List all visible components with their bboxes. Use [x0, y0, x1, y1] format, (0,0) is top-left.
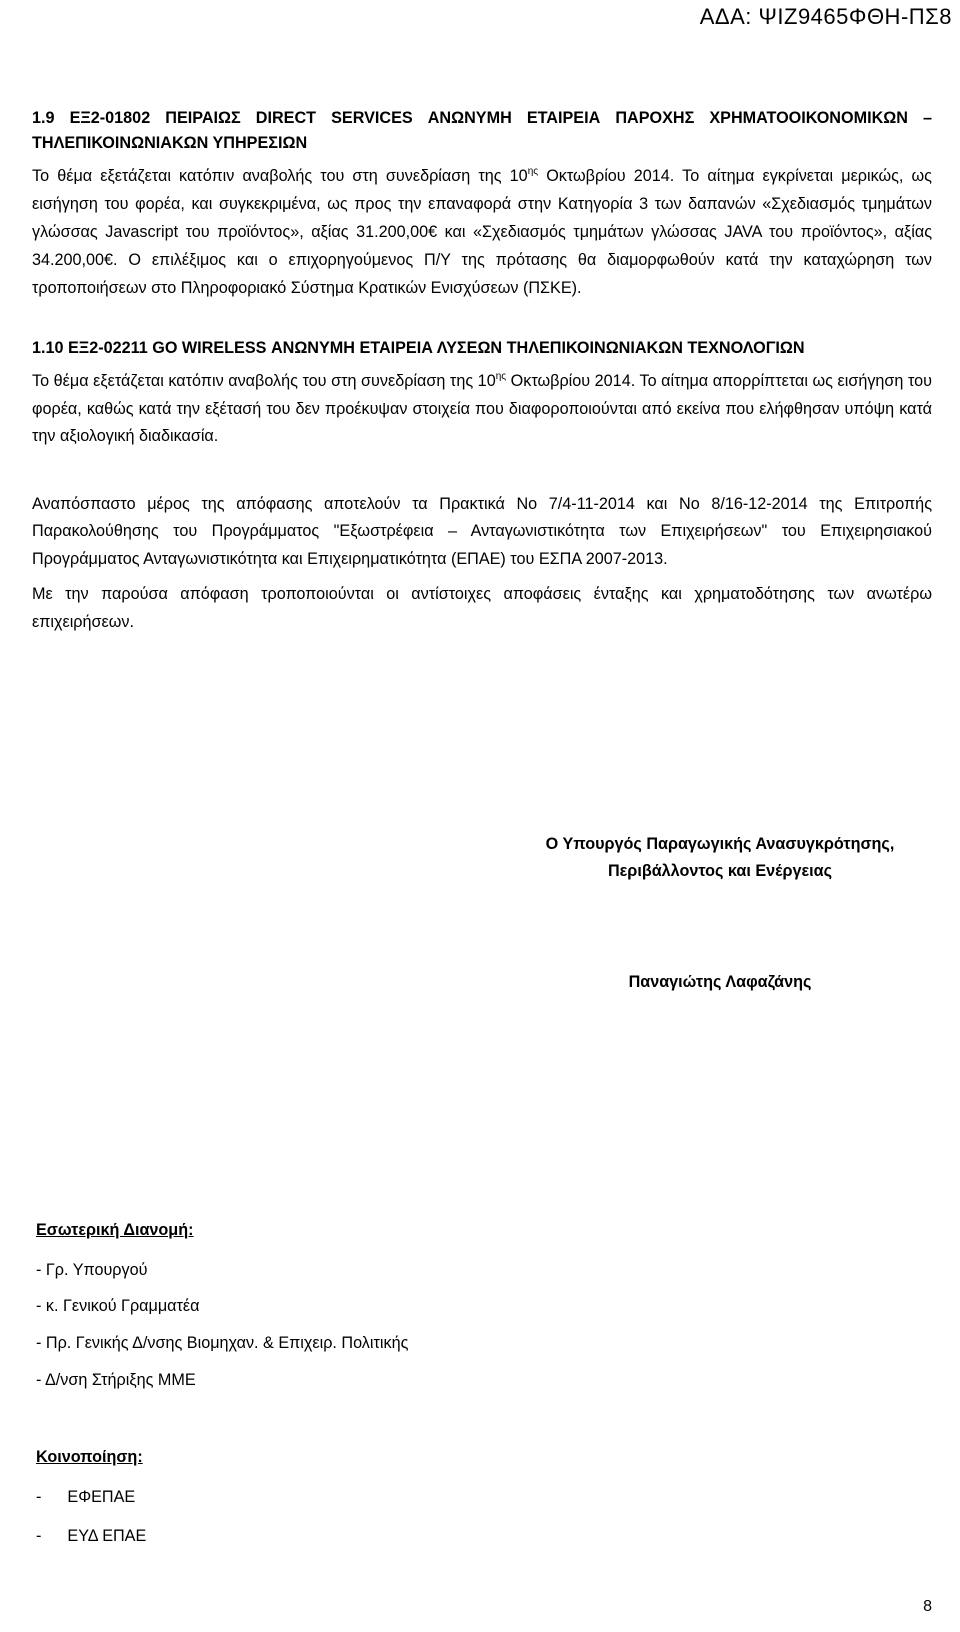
list-dash: - — [36, 1488, 42, 1506]
page-number: 8 — [923, 1598, 932, 1615]
notification-item — [36, 1526, 146, 1546]
notification-item — [36, 1487, 135, 1507]
distribution-item: - Δ/νση Στήριξης ΜΜΕ — [36, 1371, 196, 1389]
distribution-item: - Πρ. Γενικής Δ/νσης Βιομηχαν. & Επιχειρ. Πολιτικής — [36, 1334, 409, 1352]
superscript: ης — [527, 165, 539, 177]
signature-title-line-1: Ο Υπουργός Παραγωγικής Ανασυγκρότησης, — [545, 835, 895, 853]
notification-label: Κοινοποίηση: — [36, 1448, 143, 1466]
section-1-10-body-start: Το θέμα εξετάζεται κατόπιν αναβολής του στη συνεδρίαση της 10 — [32, 372, 496, 390]
distribution-item: - Γρ. Υπουργού — [36, 1261, 148, 1279]
section-1-9-body — [32, 162, 932, 302]
section-1-10-body — [32, 368, 932, 451]
distribution-item: - κ. Γενικού Γραμματέα — [36, 1297, 200, 1315]
ada-code: ΑΔΑ: ΨΙΖ9465ΦΘΗ-ΠΣ8 — [699, 4, 952, 29]
notification-item-text: ΕΥΔ ΕΠΑΕ — [67, 1527, 147, 1545]
document-body — [32, 106, 932, 636]
superscript: ης — [495, 370, 507, 382]
signature-name: Παναγιώτης Λαφαζάνης — [628, 973, 812, 991]
internal-distribution — [36, 1220, 736, 1389]
section-1-9-body-start: Το θέμα εξετάζεται κατόπιν αναβολής του στη συνεδρίαση της 10 — [32, 167, 528, 185]
signature-title-line-2: Περιβάλλοντος και Ενέργειας — [607, 862, 833, 880]
signature-title — [520, 831, 920, 885]
closing-paragraph-2: Με την παρούσα απόφαση τροποποιούνται οι αντίστοιχες αποφάσεις ένταξης και χρηματοδότησης των ανωτέρω επιχειρήσεων. — [32, 585, 932, 631]
notification — [36, 1447, 736, 1545]
closing-paragraph-1: Αναπόσπαστο μέρος της απόφασης αποτελούν τα Πρακτικά Νο 7/4-11-2014 και Νο 8/16-12-2014 της Επιτροπής Παρακολούθησης του Προγράμματος "Εξωστρέφεια – Ανταγωνιστικότητα των Επιχειρήσεων" του Επιχειρησιακού Προγράμματος Ανταγωνιστικότητα και Επιχειρηματικότητα (ΕΠΑΕ) του ΕΣΠΑ 2007-2013. — [32, 494, 932, 568]
section-1-9-body-rest: Οκτωβρίου 2014. Το αίτημα εγκρίνεται μερικώς, ως εισήγηση του φορέα, και συγκεκριμένα, ως προς την επαναφορά στην Κατηγορία 3 των δαπανών «Σχεδιασμός τμημάτων γλώσσας Javascript του προϊόντος», αξίας 31.200,00€ και «Σχεδιασμός τμημάτων γλώσσας JAVA του προϊόντος», αξίας 34.200,00€. Ο επιλέξιμος και ο επιχορηγούμενος Π/Υ της πρότασης θα διαμορφωθούν κατά την καταχώρηση των τροποποιήσεων στο Πληροφοριακό Σύστημα Κρατικών Ενισχύσεων (ΠΣΚΕ). — [32, 167, 932, 297]
section-1-10-body-rest: Οκτωβρίου 2014. Το αίτημα απορρίπτεται ως εισήγηση του φορέα, καθώς κατά την εξέτασή του δεν προέκυψαν στοιχεία που διαφοροποιούνται από εκείνα που ελήφθησαν υπόψη κατά την αξιολογική διαδικασία. — [32, 372, 932, 445]
section-1-10-heading: 1.10 ΕΞ2-02211 GO WIRELESS ΑΝΩΝΥΜΗ ΕΤΑΙΡΕΙΑ ΛΥΣΕΩΝ ΤΗΛΕΠΙΚΟΙΝΩΝΙΑΚΩΝ ΤΕΧΝΟΛΟΓΙΩΝ — [32, 339, 805, 357]
notification-item-text: ΕΦΕΠΑΕ — [67, 1488, 136, 1506]
section-1-9-heading: 1.9 ΕΞ2-01802 ΠΕΙΡΑΙΩΣ DIRECT SERVICES ΑΝΩΝΥΜΗ ΕΤΑΙΡΕΙΑ ΠΑΡΟΧΗΣ ΧΡΗΜΑΤΟΟΙΚΟΝΟΜΙΚΩΝ – ΤΗΛΕΠΙΚΟΙΝΩΝΙΑΚΩΝ ΥΠΗΡΕΣΙΩΝ — [32, 109, 932, 152]
list-dash: - — [36, 1527, 42, 1545]
distribution-label: Εσωτερική Διανομή: — [36, 1221, 194, 1239]
